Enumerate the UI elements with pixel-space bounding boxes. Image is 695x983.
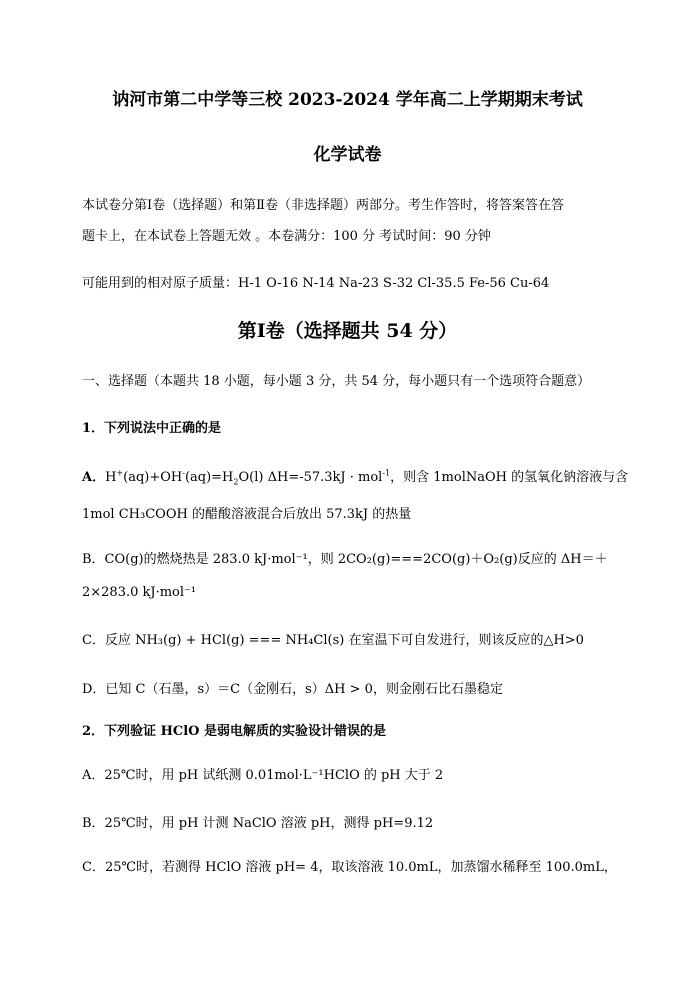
question-1-stem: 1．下列说法中正确的是 — [82, 421, 222, 436]
subscript-two: 2 — [233, 477, 239, 487]
instructions-line-1: 本试卷分第Ⅰ卷（选择题）和第Ⅱ卷（非选择题）两部分。考生作答时，将答案答在答 — [82, 198, 564, 213]
instructions-line-2: 题卡上，在本试卷上答题无效 。本卷满分：100 分 考试时间：90 分钟 — [82, 229, 491, 244]
question-2-option-c: C．25℃时，若测得 HClO 溶液 pH= 4，取该溶液 10.0mL，加蒸馏水稀释至 100.0mL， — [82, 860, 617, 875]
option-a-rest: ，则含 1molNaOH 的氢氧化钠溶液与含 — [390, 470, 629, 485]
chem-o: O(l) ΔH=-57.3kJ · mol — [238, 470, 383, 485]
chem-aq1: (aq)+OH — [123, 470, 183, 485]
atomic-masses: 可能用到的相对原子质量：H-1 O-16 N-14 Na-23 S-32 Cl-35.5 Fe-56 Cu-64 — [82, 276, 550, 291]
question-1-option-b-line1: B．CO(g)的燃烧热是 283.0 kJ·mol⁻¹，则 2CO₂(g)===2CO(g)＋O₂(g)反应的 ΔH＝＋ — [82, 552, 608, 567]
question-1-option-c: C．反应 NH₃(g) + HCl(g) === NH₄Cl(s) 在室温下可自发进行，则该反应的△H>0 — [82, 633, 584, 648]
question-1-option-a-line2: 1mol CH₃COOH 的醋酸溶液混合后放出 57.3kJ 的热量 — [82, 507, 412, 522]
question-1-option-a — [82, 468, 629, 487]
chem-h: H — [105, 470, 117, 485]
chem-aq2: (aq)=H — [184, 470, 234, 485]
option-label: A． — [82, 470, 106, 485]
exam-title: 讷河市第二中学等三校 2023-2024 学年高二上学期期末考试 — [112, 90, 583, 110]
charge-minus: - — [182, 468, 185, 478]
exam-subtitle: 化学试卷 — [313, 145, 382, 165]
charge-plus: + — [116, 468, 124, 478]
exponent-neg1: -1 — [382, 468, 391, 478]
part-heading: 一、选择题（本题共 18 小题，每小题 3 分，共 54 分，每小题只有一个选项符合题意） — [82, 374, 591, 389]
question-2-option-b: B．25℃时，用 pH 计测 NaClO 溶液 pH，测得 pH=9.12 — [82, 816, 434, 831]
question-1-option-d: D．已知 C（石墨，s）＝C（金刚石，s）ΔH > 0，则金刚石比石墨稳定 — [82, 682, 503, 697]
question-1-option-b-line2: 2×283.0 kJ·mol⁻¹ — [82, 585, 197, 600]
question-2-stem: 2．下列验证 HClO 是弱电解质的实验设计错误的是 — [82, 724, 386, 739]
section-title: 第Ⅰ卷（选择题共 54 分） — [237, 320, 458, 342]
question-2-option-a: A．25℃时，用 pH 试纸测 0.01mol·L⁻¹HClO 的 pH 大于 2 — [82, 768, 444, 783]
